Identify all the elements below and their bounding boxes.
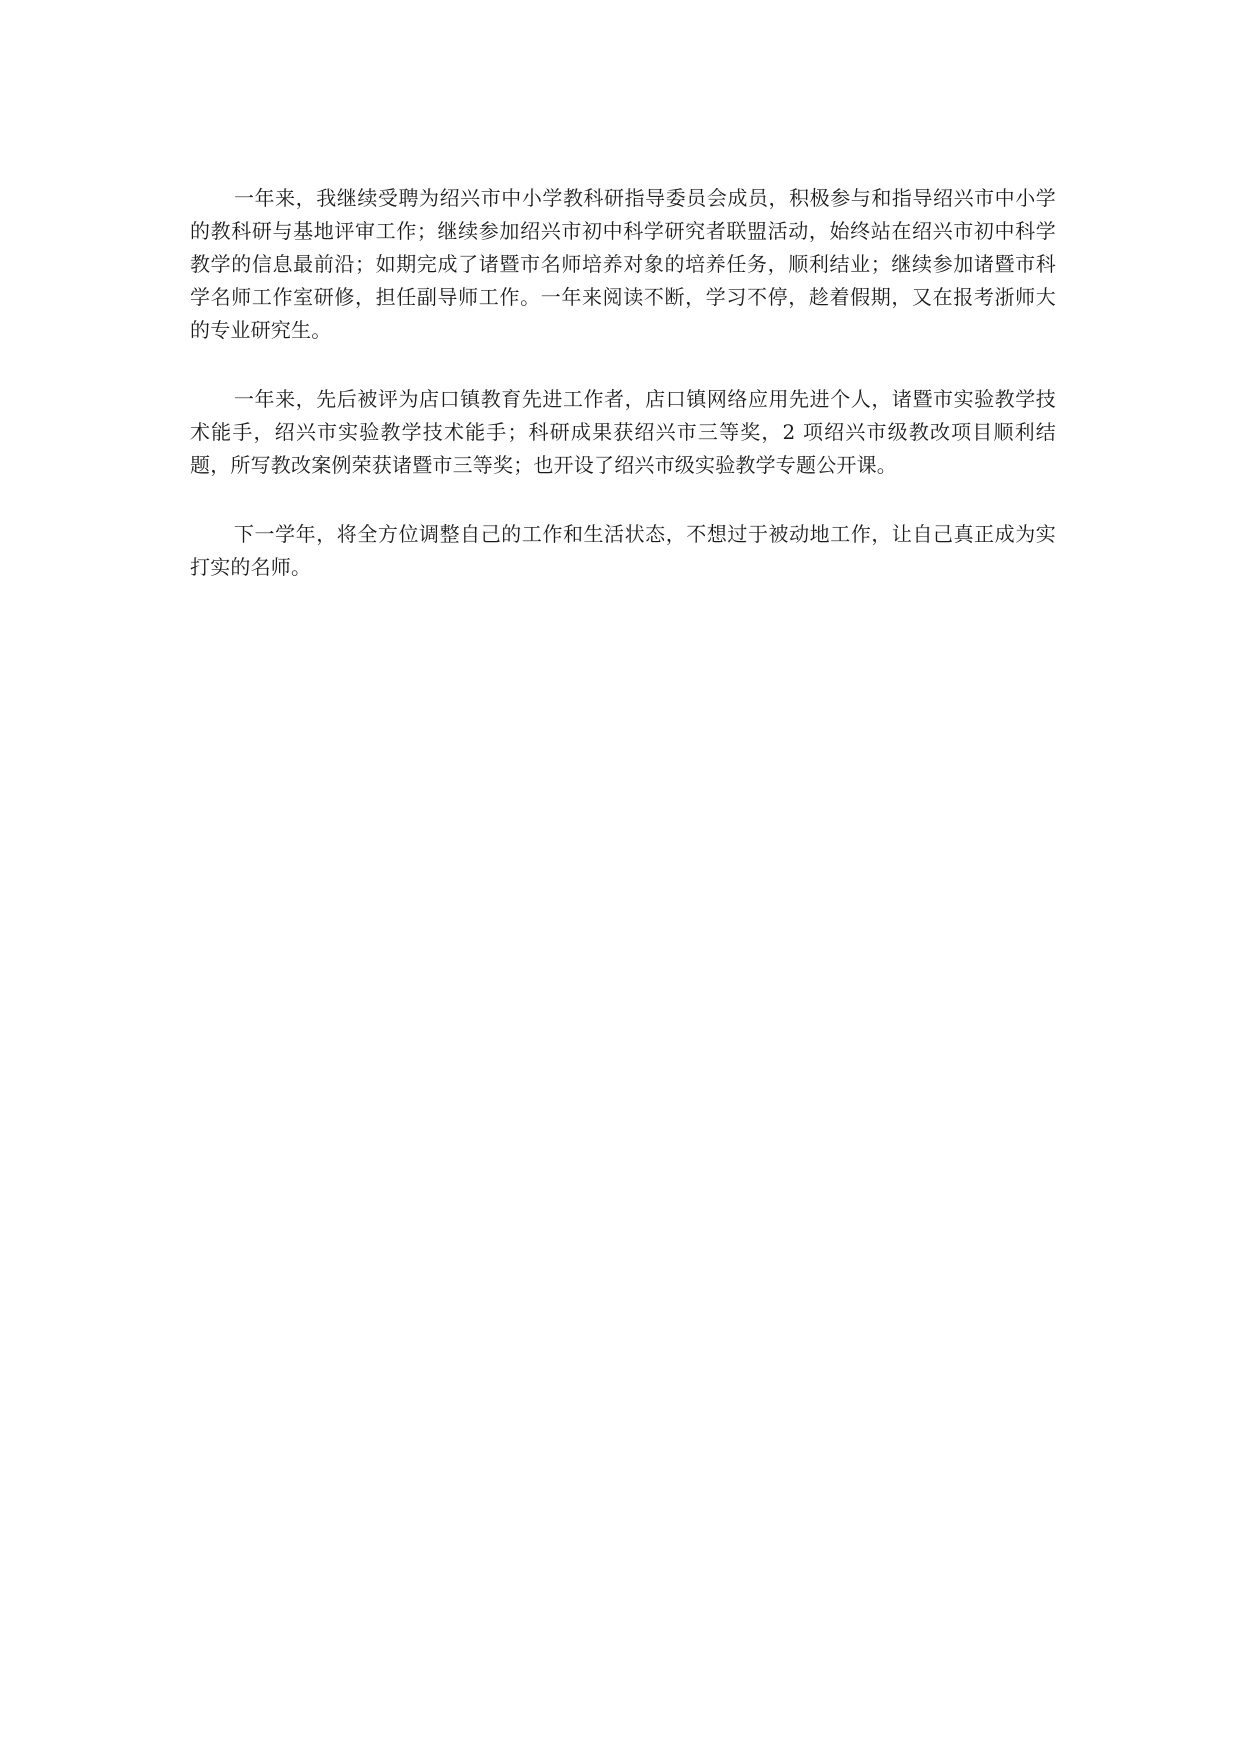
document-body (190, 182, 1056, 620)
paragraph-awards: 一年来，先后被评为店口镇教育先进工作者，店口镇网络应用先进个人，诸暨市实验教学技术能手，绍兴市实验教学技术能手；科研成果获绍兴市三等奖，2 项绍兴市级教改项目顺利结题，所写教改案例荣获诸暨市三等奖；也开设了绍兴市级实验教学专题公开课。 (190, 387, 1056, 477)
paragraph-annual-work: 一年来，我继续受聘为绍兴市中小学教科研指导委员会成员，积极参与和指导绍兴市中小学的教科研与基地评审工作；继续参加绍兴市初中科学研究者联盟活动，始终站在绍兴市初中科学教学的信息最前沿；如期完成了诸暨市名师培养对象的培养任务，顺利结业；继续参加诸暨市科学名师工作室研修，担任副导师工作。一年来阅读不断，学习不停，趁着假期，又在报考浙师大的专业研究生。 (190, 186, 1056, 342)
paragraph-next-year: 下一学年，将全方位调整自己的工作和生活状态，不想过于被动地工作，让自己真正成为实打实的名师。 (190, 522, 1056, 579)
